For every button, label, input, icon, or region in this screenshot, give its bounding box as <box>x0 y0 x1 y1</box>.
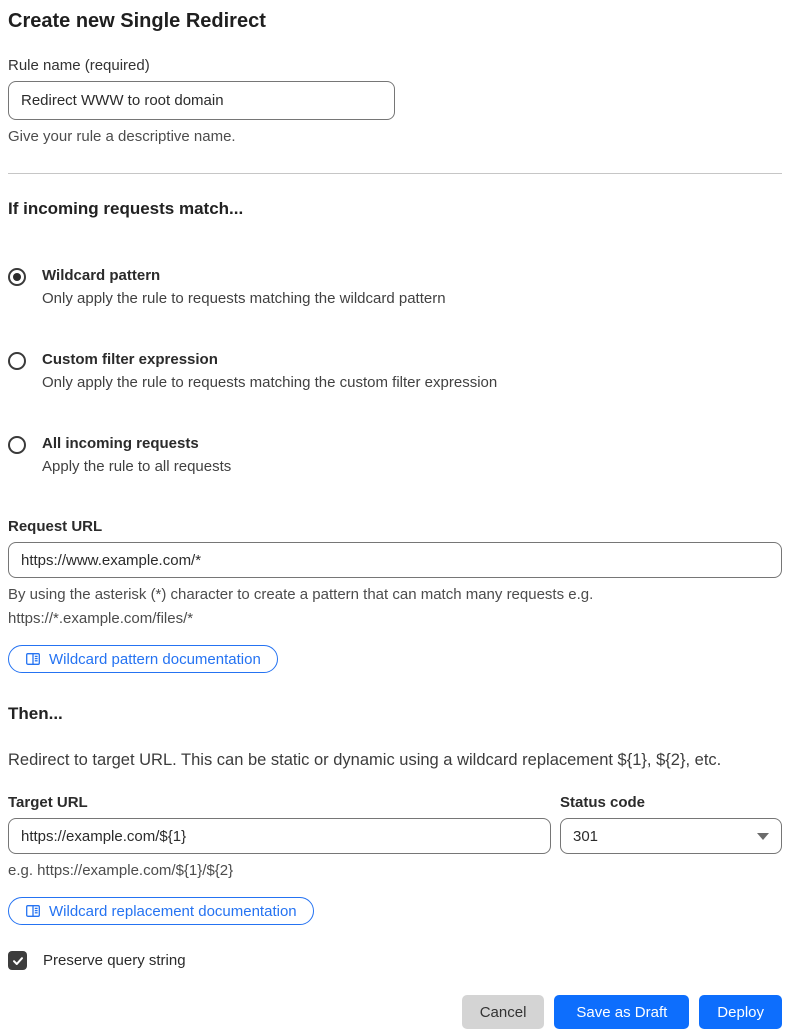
radio-label: Custom filter expression <box>42 351 218 368</box>
deploy-button[interactable]: Deploy <box>699 995 782 1029</box>
page-title: Create new Single Redirect <box>8 10 266 32</box>
cancel-button[interactable]: Cancel <box>462 995 545 1029</box>
target-url-label: Target URL <box>8 794 88 811</box>
wildcard-pattern-documentation-button[interactable] <box>8 645 278 673</box>
checkbox-checked-icon[interactable] <box>8 951 27 970</box>
radio-label: All incoming requests <box>42 435 199 452</box>
doc-button-label: Wildcard replacement documentation <box>49 902 297 920</box>
request-url-helper: By using the asterisk (*) character to create a pattern that can match many requests e.g. https://*.example.com/files/* <box>8 586 594 627</box>
radio-selected-icon[interactable] <box>8 268 26 286</box>
target-status-row <box>8 793 782 883</box>
then-description: Redirect to target URL. This can be static or dynamic using a wildcard replacement ${1}, ${2}, etc. <box>8 751 722 769</box>
rule-name-helper: Give your rule a descriptive name. <box>8 128 236 145</box>
book-open-icon <box>25 903 41 919</box>
match-type-radio-group <box>8 266 782 477</box>
match-section-heading: If incoming requests match... <box>8 199 244 218</box>
status-code-value: 301 <box>573 827 599 845</box>
wildcard-replacement-documentation-button[interactable] <box>8 897 314 925</box>
save-as-draft-button[interactable]: Save as Draft <box>554 995 689 1029</box>
form-actions <box>8 995 782 1029</box>
request-url-input[interactable] <box>8 542 782 578</box>
request-url-label: Request URL <box>8 518 103 535</box>
status-code-label: Status code <box>560 794 646 811</box>
chevron-down-icon <box>757 833 769 840</box>
preserve-query-string-label: Preserve query string <box>43 952 186 969</box>
radio-unselected-icon[interactable] <box>8 436 26 454</box>
target-url-helper: e.g. https://example.com/${1}/${2} <box>8 862 234 879</box>
preserve-query-string-row[interactable] <box>8 951 782 970</box>
rule-name-input[interactable] <box>8 81 395 120</box>
section-divider <box>8 173 782 174</box>
rule-name-label: Rule name (required) <box>8 57 150 74</box>
radio-label: Wildcard pattern <box>42 267 161 284</box>
radio-option-wildcard-pattern[interactable] <box>8 266 782 309</box>
doc-button-label: Wildcard pattern documentation <box>49 650 261 668</box>
then-section-heading: Then... <box>8 704 63 723</box>
radio-option-custom-filter-expression[interactable] <box>8 350 782 393</box>
radio-description: Only apply the rule to requests matching the wildcard pattern <box>42 290 446 307</box>
book-open-icon <box>25 651 41 667</box>
status-code-select[interactable] <box>560 818 782 854</box>
radio-description: Only apply the rule to requests matching the custom filter expression <box>42 374 498 391</box>
radio-option-all-incoming-requests[interactable] <box>8 434 782 477</box>
radio-description: Apply the rule to all requests <box>42 458 232 475</box>
target-url-input[interactable] <box>8 818 551 854</box>
radio-unselected-icon[interactable] <box>8 352 26 370</box>
